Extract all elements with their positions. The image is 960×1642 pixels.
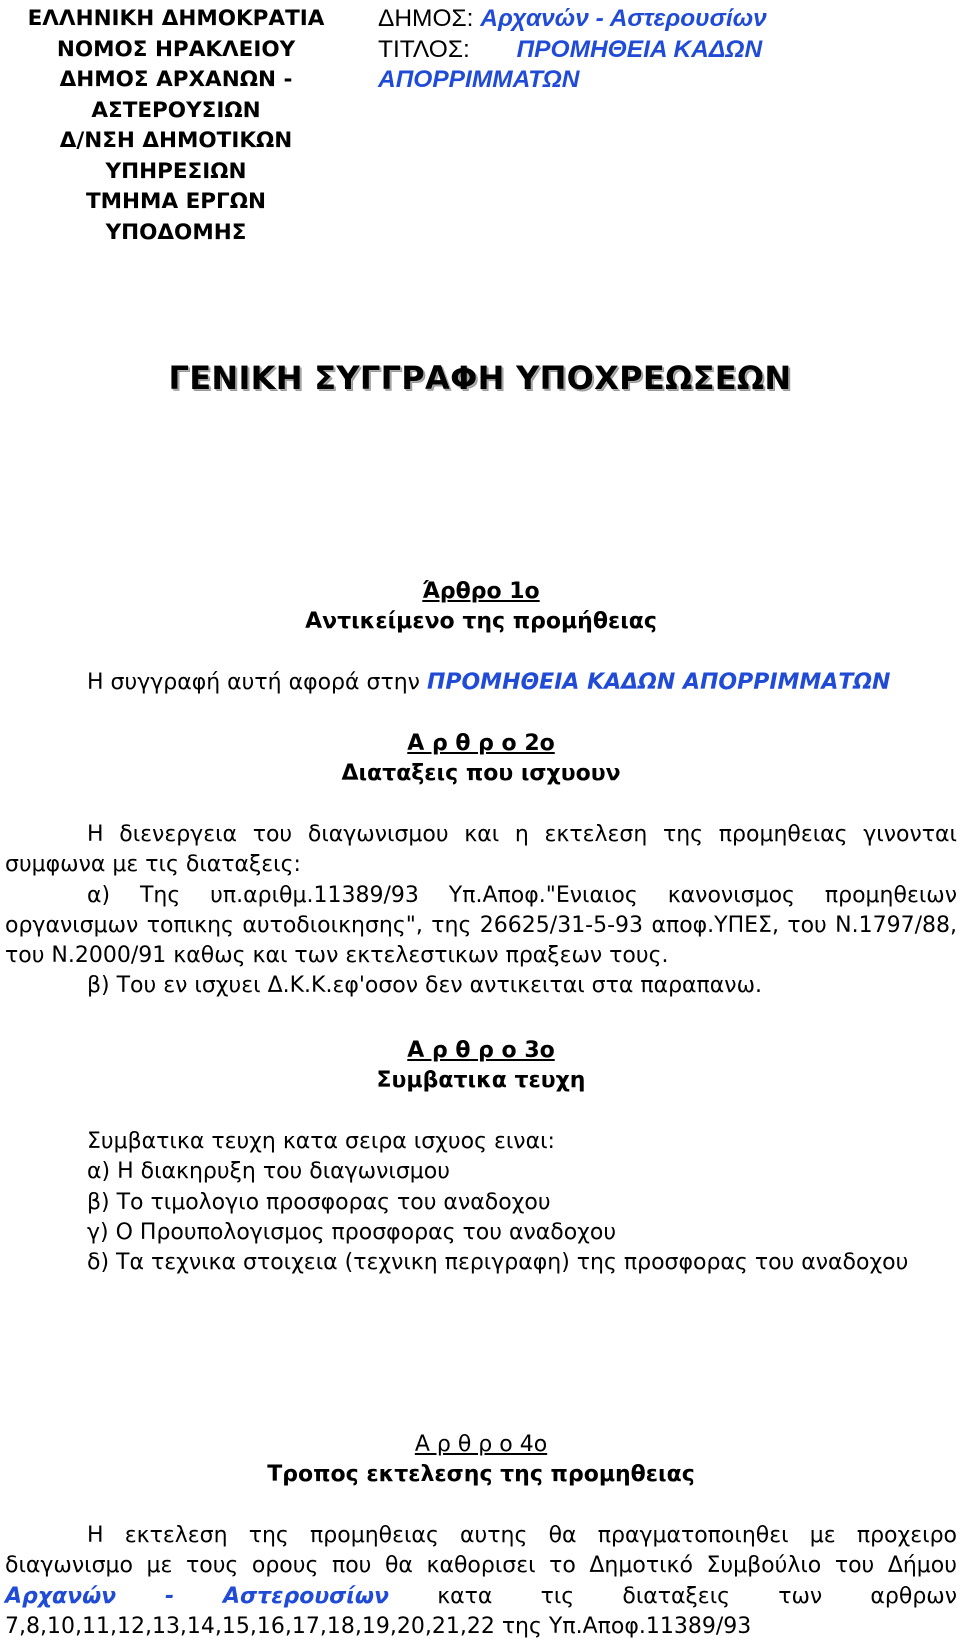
- article-1: [5, 577, 957, 638]
- article-1-text-prefix: Η συγγραφή αυτή αφορά στην: [87, 670, 427, 695]
- article-1-heading: Άρθρο 1ο: [422, 579, 540, 604]
- authority-line: Δ/ΝΣΗ ΔΗΜΟΤΙΚΩΝ: [59, 128, 293, 153]
- article-2: [5, 729, 957, 790]
- authority-line: ΕΛΛΗΝΙΚΗ ΔΗΜΟΚΡΑΤΙΑ: [27, 6, 325, 31]
- document-title: ΓΕΝΙΚΗ ΣΥΓΓΡΑΦΗ ΥΠΟΧΡΕΩΣΕΩΝ: [168, 359, 792, 397]
- article-4-heading: Α ρ θ ρ ο 4ο: [414, 1432, 548, 1457]
- article-2-para-line: Η διενεργεια του διαγωνισμου και η εκτελεση της προμηθειας γινονται: [87, 822, 957, 847]
- article-3-body: [5, 1127, 957, 1278]
- article-3: [5, 1036, 957, 1097]
- article-1-highlight: ΠΡΟΜΗΘΕΙΑ ΚΑΔΩΝ ΑΠΟΡΡΙΜΜΑΤΩΝ: [426, 670, 891, 695]
- article-4-line: 7,8,10,11,12,13,14,15,16,17,18,19,20,21,22 της Υπ.Αποφ.11389/93: [5, 1613, 752, 1639]
- article-4: [5, 1430, 957, 1491]
- article-2-body: [5, 820, 957, 1002]
- article-4-line: [5, 1582, 957, 1612]
- article-1-subheading: Αντικείμενο της προμήθειας: [305, 609, 657, 635]
- titlos-row: [378, 35, 958, 66]
- authority-line: ΤΜΗΜΑ ΕΡΓΩΝ: [86, 189, 266, 214]
- article-2-item-a-line: α) Της υπ.αριθμ.11389/93 Υπ.Αποφ."Ενιαιος κανονισμος προμηθειων: [87, 882, 957, 908]
- article-4-line-rest: κατα τις διαταξεις των αρθρων: [389, 1583, 957, 1609]
- article-3-item: δ) Τα τεχνικα στοιχεια (τεχνικη περιγραφη) της προσφορας του αναδοχου: [87, 1250, 909, 1276]
- article-4-line: διαγωνισμο με τους ορους που θα καθορισει το Δημοτικό Συμβούλιο του Δήμου: [5, 1553, 957, 1579]
- article-4-line: Η εκτελεση της προμηθειας αυτης θα πραγματοποιηθει με προχειρο: [87, 1523, 957, 1548]
- authority-line: ΥΠΟΔΟΜΗΣ: [105, 219, 247, 245]
- article-3-item: β) Το τιμολογιο προσφορας του αναδοχου: [87, 1189, 551, 1215]
- titlos-label: ΤΙΤΛΟΣ:: [378, 35, 470, 63]
- article-2-item-a-line: οργανισμων τοπικης αυτοδιοικησης", της 26625/31-5-93 αποφ.ΥΠΕΣ, του Ν.1797/88,: [5, 912, 957, 938]
- dimos-value: Αρχανών - Αστερουσίων: [480, 5, 767, 32]
- article-2-item-b: β) Του εν ισχυει Δ.Κ.Κ.εφ'οσον δεν αντικειται στα παραπανω.: [87, 973, 762, 999]
- article-3-item: γ) Ο Προυπολογισμος προσφορας του αναδοχου: [87, 1219, 617, 1245]
- article-2-para-line: συμφωνα με τις διαταξεις:: [5, 852, 301, 878]
- article-3-heading: Α ρ θ ρ ο 3ο: [407, 1038, 555, 1063]
- dimos-label: ΔΗΜΟΣ:: [378, 5, 474, 32]
- titlos-row-continued: [378, 65, 958, 96]
- article-2-heading: Α ρ θ ρ ο 2ο: [407, 731, 555, 756]
- article-4-subheading: Τροπος εκτελεσης της προμηθειας: [267, 1462, 695, 1488]
- authority-line: ΑΣΤΕΡΟΥΣΙΩΝ: [91, 97, 261, 123]
- article-1-text: [5, 668, 957, 698]
- project-header: [378, 4, 958, 96]
- titlos-value-continued: ΑΠΟΡΡΙΜΜΑΤΩΝ: [378, 66, 580, 93]
- article-3-intro: Συμβατικα τευχη κατα σειρα ισχυος ειναι:: [87, 1129, 555, 1154]
- article-2-subheading: Διαταξεις που ισχυουν: [341, 761, 621, 787]
- article-3-item: α) Η διακηρυξη του διαγωνισμου: [87, 1159, 450, 1185]
- authority-line: ΝΟΜΟΣ ΗΡΑΚΛΕΙΟΥ: [56, 36, 296, 62]
- authority-line: ΥΠΗΡΕΣΙΩΝ: [105, 158, 247, 184]
- article-3-subheading: Συμβατικα τευχη: [376, 1068, 586, 1094]
- article-4-body: [5, 1521, 957, 1642]
- authority-header: [0, 4, 352, 248]
- dimos-row: [378, 4, 958, 35]
- titlos-value: ΠΡΟΜΗΘΕΙΑ ΚΑΔΩΝ: [516, 35, 763, 63]
- article-4-highlight: Αρχανών - Αστερουσίων: [5, 1583, 389, 1609]
- authority-line: ΔΗΜΟΣ ΑΡΧΑΝΩΝ -: [59, 67, 293, 92]
- article-2-item-a-line: του Ν.2000/91 καθως και των εκτελεστικων πραξεων τους.: [5, 943, 669, 969]
